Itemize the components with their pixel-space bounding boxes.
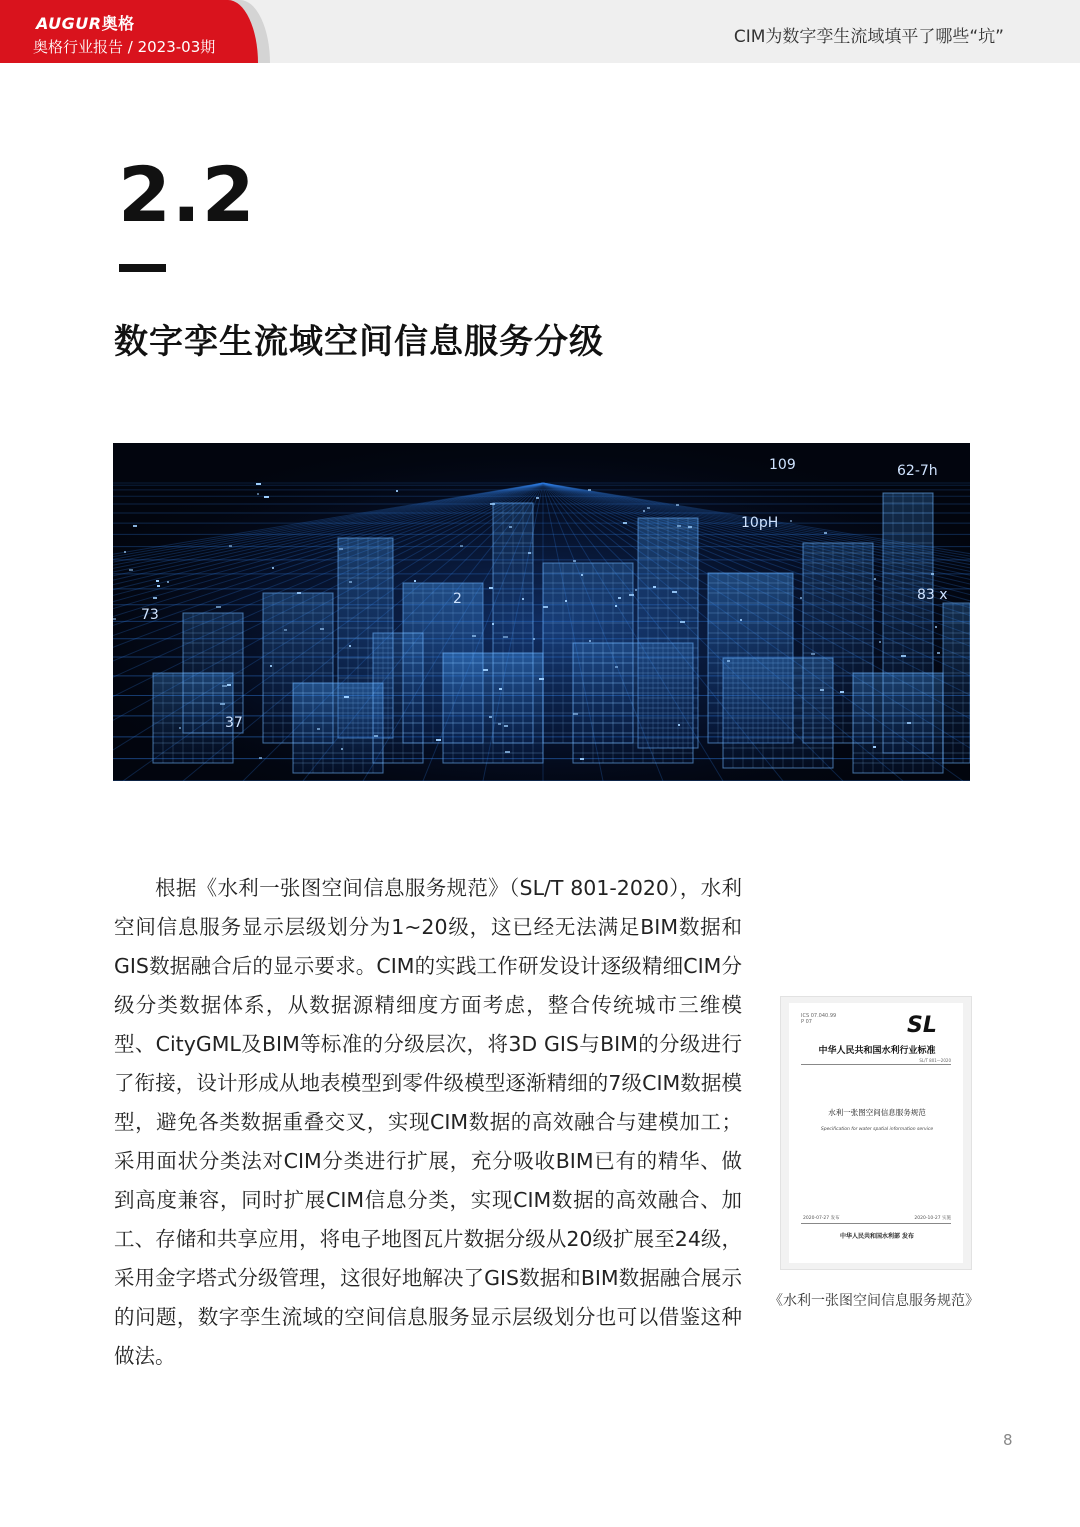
cover-rule-bottom [801,1223,951,1224]
light-spark [256,483,261,485]
light-spark [937,652,940,654]
light-spark [672,591,677,593]
light-spark [167,581,169,583]
light-spark [688,526,692,528]
hero-overlay-label: 2 [453,591,462,607]
light-spark [341,748,343,750]
header-title: CIM为数字孪生流域填平了哪些“坑” [733,27,1004,47]
section-divider [119,264,166,272]
section-number: 2.2 [118,150,256,239]
light-spark [543,606,548,608]
light-spark [680,621,685,623]
light-spark [840,691,844,693]
light-spark [490,503,495,505]
light-spark [229,545,232,547]
header-brand-tab [0,0,258,63]
light-spark [349,581,352,583]
light-spark [565,600,567,602]
cover-class-line: P 07 [801,1019,812,1025]
light-spark [498,723,501,725]
light-spark [824,532,827,534]
cover-standard-number: SL/T 801—2020 [919,1058,951,1063]
brand-logo-cn: 奥格 [101,14,135,33]
light-spark [615,666,618,668]
light-spark [581,574,583,576]
light-spark [677,525,681,527]
light-spark [935,626,937,628]
light-spark [222,685,227,687]
body-paragraph: 根据《水利一张图空间信息服务规范》（SL/T 801-2020），水利空间信息服务显示层级划分为1~20级，这已经无法满足BIM数据和GIS数据融合后的显示要求。CIM的实践工作研发设计逐级精细CIM分级分类数据体系，从数据源精细度方面考虑，整合传统城市三维模型、CityGML及BIM等标准的分级层次，将3D GIS与BIM的分级进行了衔接，设计形成从地表模型到零件级模型逐渐精细的7级CIM数据模型，避免各类数据重叠交叉，实现CIM数据的高效融合与建模加工；采用面状分类法对CIM分类进行扩展，充分吸收BIM已有的精华、做到高度兼容，同时扩展CIM信息分类，实现CIM数据的高效融合、加工、存储和共享应用，将电子地图瓦片数据分级从20级扩展至24级，采用金字塔式分级管理，这很好地解决了GIS数据和BIM数据融合展示的问题，数字孪生流域的空间信息服务显示层级划分也可以借鉴这种做法。 [114,876,742,1368]
cover-ics-code [801,1013,836,1025]
cover-ics-line: ICS 07.040.99 [801,1013,837,1019]
light-spark [533,638,535,640]
light-spark [257,493,259,495]
light-spark [317,728,320,730]
light-spark [629,594,634,596]
light-spark [492,623,494,625]
hero-overlay-label: 37 [225,715,243,731]
light-spark [374,735,378,737]
cover-issuer: 中华人民共和国水利部 发布 [839,1233,915,1240]
cover-english-name: Specification for water spatial information service [820,1127,934,1132]
report-issue: 奥格行业报告 / 2023-03期 [33,38,216,56]
light-spark [931,573,934,575]
light-spark [647,507,650,509]
light-spark [528,552,531,554]
light-spark [873,746,876,748]
light-spark [216,606,221,608]
light-spark [623,522,627,524]
section-title: 数字孪生流域空间信息服务分级 [114,322,604,362]
light-spark [129,569,133,571]
light-spark [297,592,301,594]
light-spark [740,619,742,621]
light-spark [790,520,792,522]
light-spark [124,551,126,553]
light-spark [156,580,159,582]
light-spark [509,526,512,528]
light-spark [522,598,524,600]
light-spark [589,640,591,642]
cover-publish-date: 2020-07-27 发布 [803,1216,840,1221]
cover-implement-date: 2020-10-27 实施 [914,1216,951,1221]
light-spark [901,655,906,657]
page-number: 8 [1003,1431,1013,1449]
light-spark [344,696,349,698]
light-spark [820,689,824,691]
light-spark [320,628,324,630]
hero-overlay-label: 62-7h [897,463,938,479]
light-spark [643,510,645,512]
brand-logo [36,11,135,34]
light-spark [157,585,160,587]
light-spark [653,586,656,588]
hero-image [113,443,970,781]
light-spark [220,703,225,705]
light-spark [489,716,492,718]
light-spark [573,713,578,715]
standard-cover-image [781,997,971,1269]
light-spark [483,669,488,671]
light-spark [618,597,621,599]
light-spark [635,589,637,591]
light-spark [874,578,876,580]
digital-city-illustration [113,443,970,781]
hero-overlay-label: 109 [769,457,796,473]
light-spark [580,758,584,760]
light-spark [811,653,815,655]
light-spark [539,678,544,680]
cover-rule [801,1064,951,1065]
light-spark [536,497,539,499]
light-spark [907,722,911,724]
cover-org-name: 中华人民共和国水利行业标准 [818,1046,936,1056]
light-spark [678,724,680,726]
light-spark [460,545,463,547]
hero-overlay-label: 73 [141,607,159,623]
light-spark [270,665,272,667]
light-spark [396,490,398,492]
light-spark [615,605,617,607]
light-spark [259,757,262,759]
light-spark [436,739,441,741]
body-paragraph-block [114,869,742,1376]
brand-logo-latin: AUGUR [36,14,102,33]
light-spark [727,660,730,662]
light-spark [499,688,502,690]
light-spark [349,645,351,647]
light-spark [472,635,476,637]
light-spark [505,751,510,753]
hero-overlay-label: 10pH [741,515,779,531]
light-spark [503,636,508,638]
light-spark [339,548,343,550]
light-spark [573,560,576,562]
light-spark [414,580,416,582]
light-spark [504,725,508,727]
light-spark [676,504,679,506]
light-spark [153,597,157,599]
page-header [0,0,1080,63]
light-spark [284,629,287,631]
cover-caption: 《水利一张图空间信息服务规范》 [769,1293,979,1309]
cover-page [789,1003,963,1263]
cover-chinese-name: 水利一张图空间信息服务规范 [828,1108,926,1117]
light-spark [264,496,269,498]
cover-sl-mark: SL [907,1013,937,1038]
light-spark [800,597,802,599]
light-spark [879,641,881,643]
light-spark [272,567,274,569]
light-spark [113,618,116,620]
hero-overlay-label: 83 x [917,587,948,603]
light-spark [489,587,493,589]
light-spark [179,727,181,729]
light-spark [227,684,231,686]
wireframe-building [293,683,383,773]
light-spark [133,525,137,527]
wireframe-building [723,658,833,768]
light-spark [588,489,591,491]
